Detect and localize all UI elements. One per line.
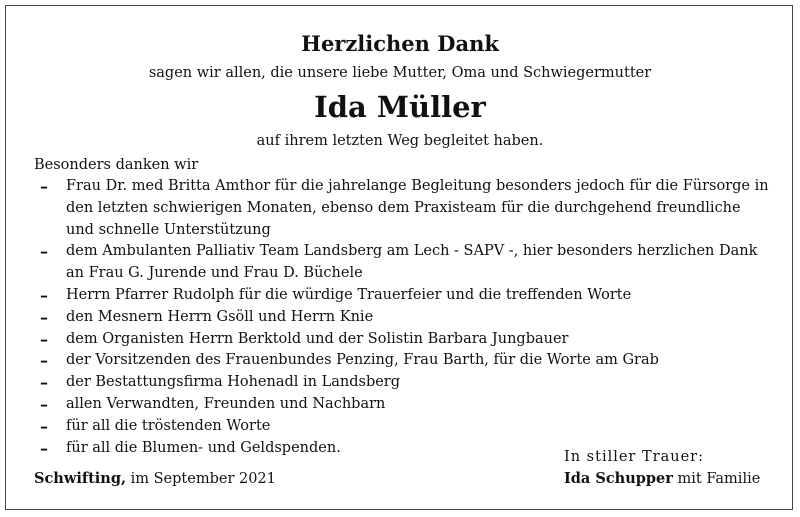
list-item — [40, 307, 770, 329]
list-item-text: dem Organisten Herrn Berktold und der Solistin Barbara Jungbauer — [66, 330, 569, 347]
intro-text: sagen wir allen, die unsere liebe Mutter, Oma und Schwiegermutter — [148, 65, 652, 81]
signatory-line — [564, 468, 760, 490]
thanks-lead: Besonders danken wir — [34, 157, 199, 173]
thanks-list — [40, 176, 770, 459]
list-item-text: für all die tröstenden Worte — [66, 417, 271, 434]
signatory-suffix: mit Familie — [672, 471, 761, 487]
place-date-line — [34, 468, 276, 490]
list-item — [40, 372, 770, 394]
list-item-text: Herrn Pfarrer Rudolph für die würdige Trauerfeier und die treffenden Worte — [66, 286, 632, 303]
list-item — [40, 394, 770, 416]
list-item — [40, 241, 770, 285]
dash-bullet: – — [40, 242, 48, 262]
place-name: Schwifting, — [34, 470, 127, 487]
dash-bullet: – — [40, 329, 48, 349]
dash-bullet: – — [40, 394, 48, 414]
list-item — [40, 176, 770, 241]
list-item — [40, 350, 770, 372]
list-item — [40, 285, 770, 307]
deceased-name: Ida Müller — [314, 90, 486, 124]
list-item-text: Frau Dr. med Britta Amthor für die jahrelange Begleitung besonders jedoch für die Fürsorge in den letzten schwierigen Monaten, ebenso dem Praxisteam für die durchgehend freundliche und schnelle Unterstützung — [66, 178, 769, 238]
dash-bullet: – — [40, 285, 48, 305]
outro-text: auf ihrem letzten Weg begleitet haben. — [256, 133, 544, 149]
mourning-label: In stiller Trauer: — [564, 449, 704, 465]
list-item-text: dem Ambulanten Palliativ Team Landsberg am Lech - SAPV -, hier besonders herzlichen Dank an Frau G. Jurende und Frau D. Büchele — [66, 243, 758, 282]
signature-block — [564, 446, 760, 490]
dash-bullet: – — [40, 416, 48, 436]
list-item-text: den Mesnern Herrn Gsöll und Herrn Knie — [66, 308, 374, 325]
dash-bullet: – — [40, 307, 48, 327]
list-item-text: der Vorsitzenden des Frauenbundes Penzing, Frau Barth, für die Worte am Grab — [66, 352, 659, 369]
list-item — [40, 329, 770, 351]
dash-bullet: – — [40, 373, 48, 393]
notice-heading: Herzlichen Dank — [301, 31, 499, 56]
list-item — [40, 416, 770, 438]
date-text: im September 2021 — [126, 471, 276, 487]
list-item-text: für all die Blumen- und Geldspenden. — [66, 439, 341, 456]
list-item-text: allen Verwandten, Freunden und Nachbarn — [66, 395, 386, 412]
dash-bullet: – — [40, 438, 48, 458]
dash-bullet: – — [40, 351, 48, 371]
list-item-text: der Bestattungsfirma Hohenadl in Landsberg — [66, 374, 401, 391]
signatory-name: Ida Schupper — [564, 470, 673, 487]
dash-bullet: – — [40, 177, 48, 196]
